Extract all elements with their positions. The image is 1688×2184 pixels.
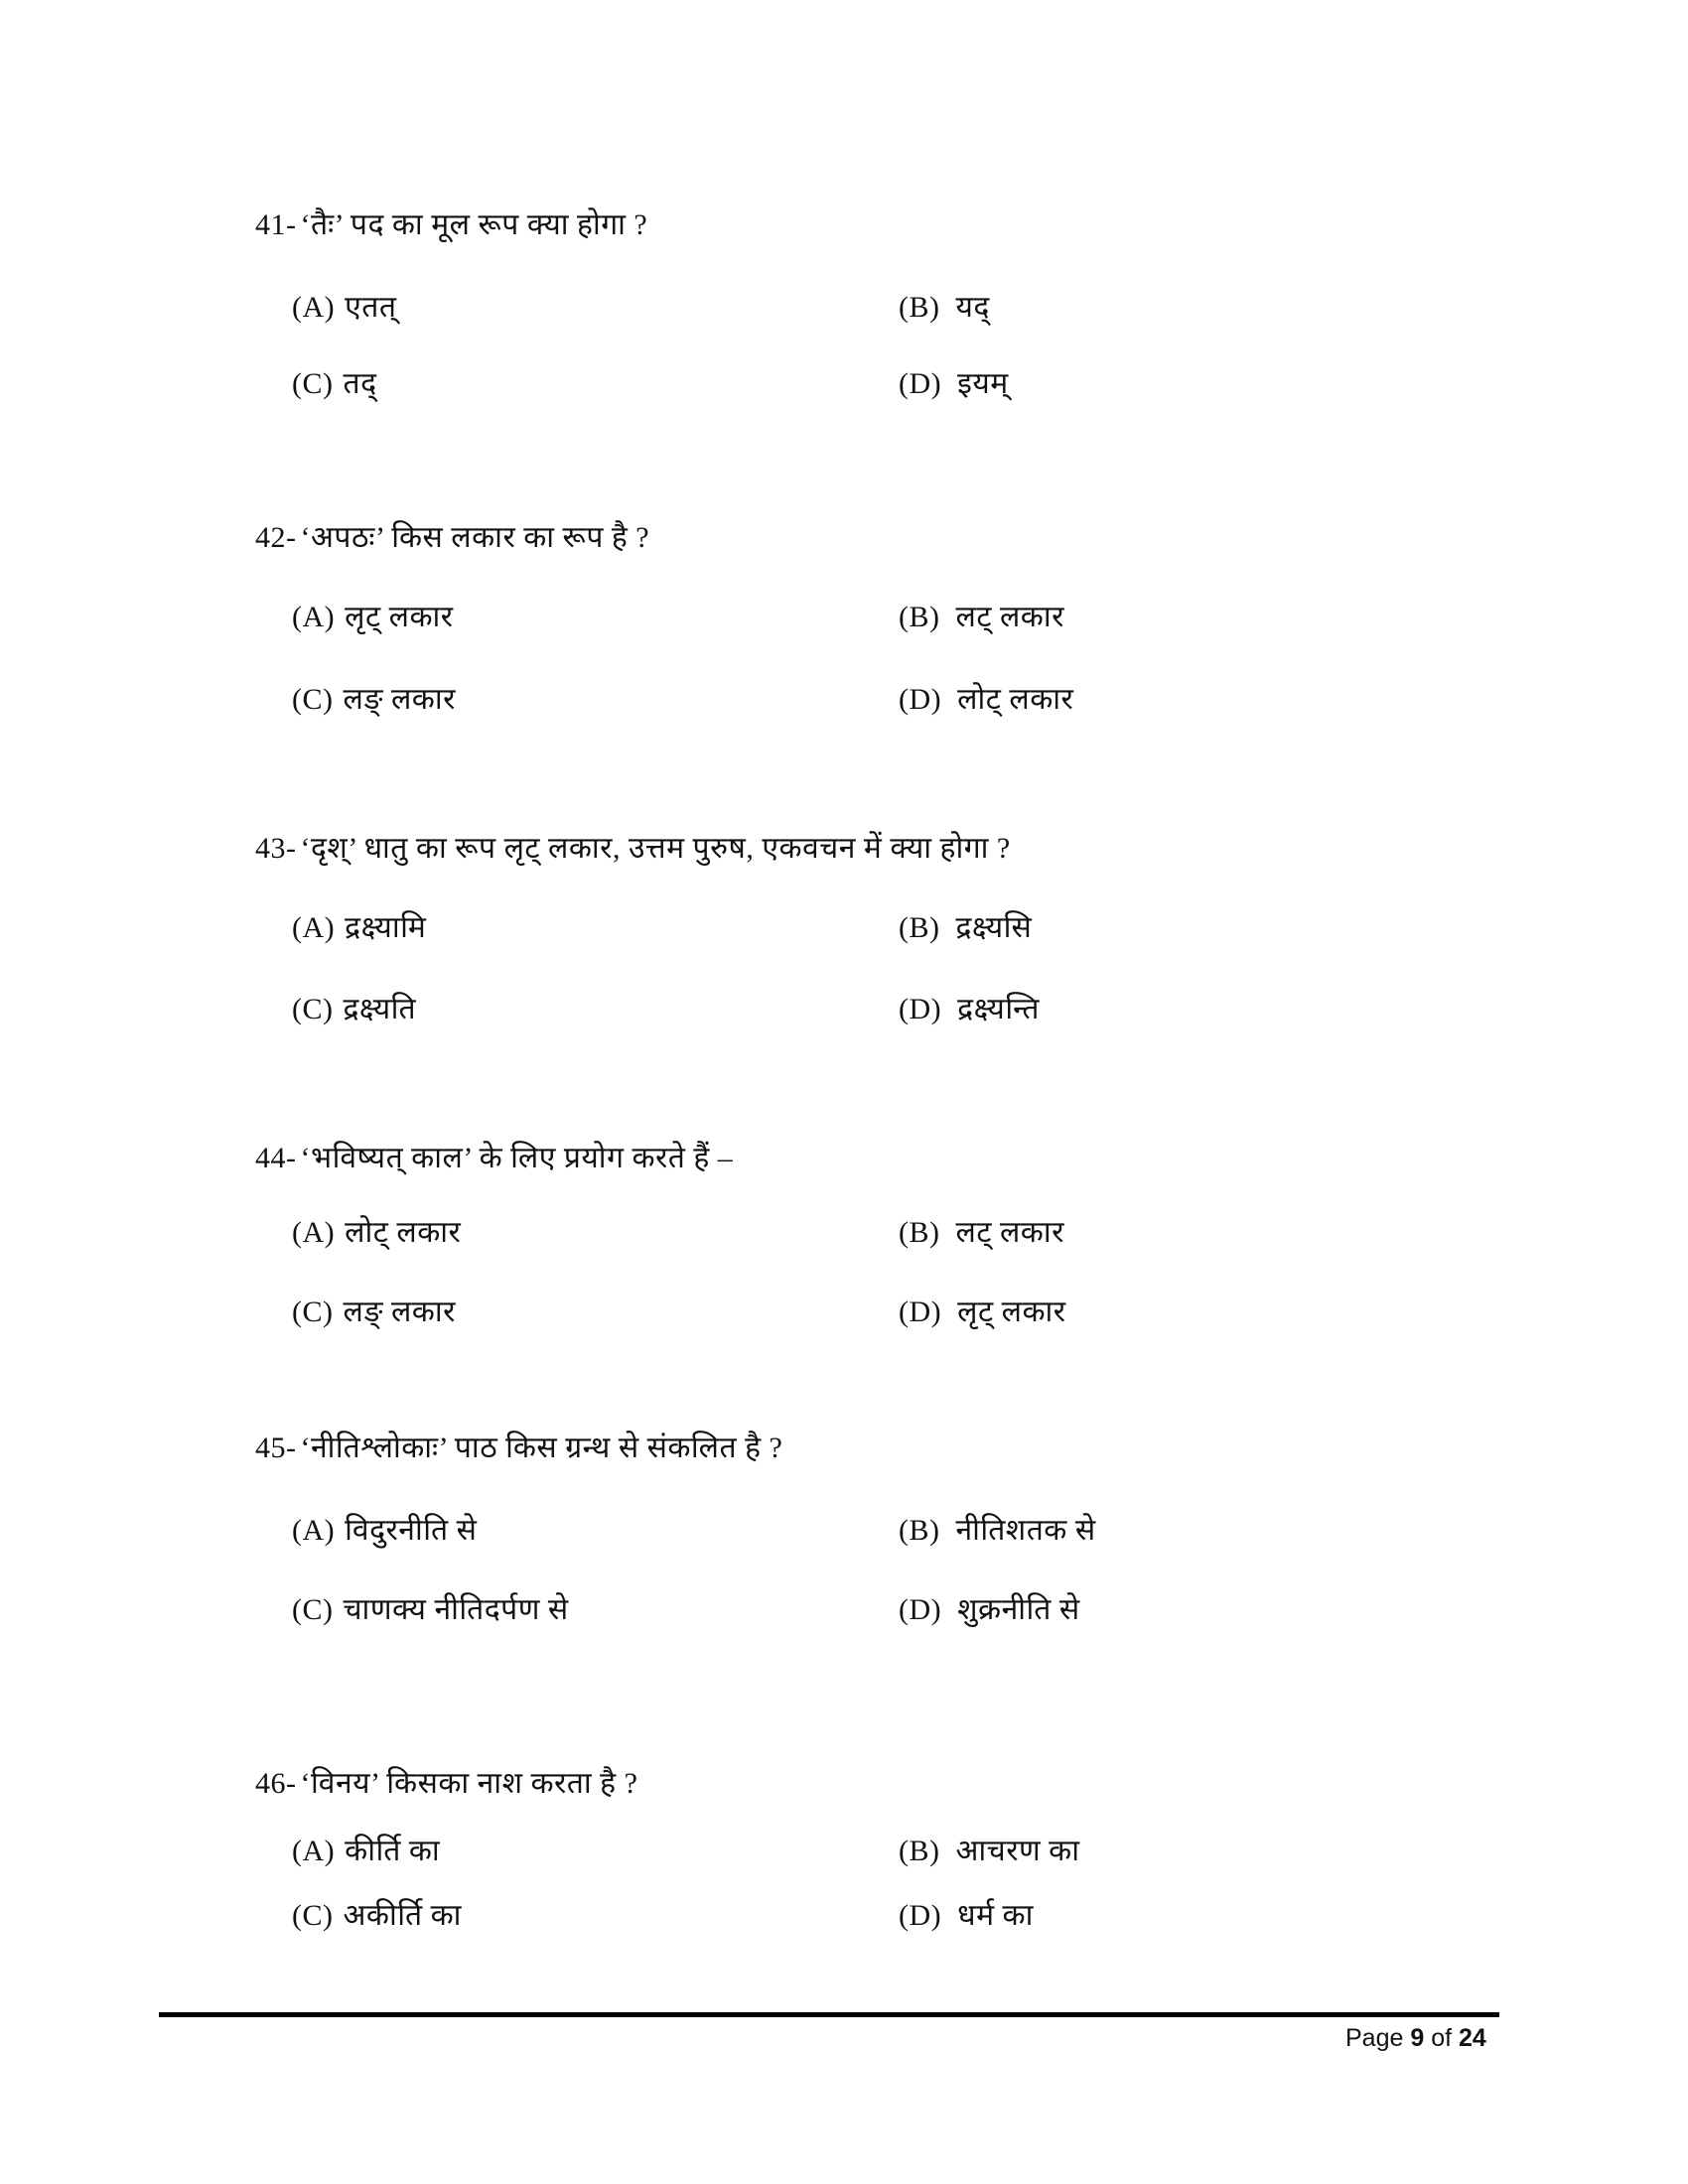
option-label: (A)	[292, 1514, 336, 1547]
current-page: 9	[1410, 2024, 1425, 2052]
question-number: 44-	[255, 1142, 297, 1174]
question-43-option-a	[292, 911, 426, 945]
question-44-option-c	[292, 1296, 456, 1329]
question-number: 42-	[255, 521, 297, 554]
option-text: द्रक्ष्यति	[343, 993, 417, 1025]
question-41-option-d	[899, 367, 1009, 401]
question-44-stem	[255, 1142, 733, 1175]
option-label: (C)	[292, 1593, 334, 1626]
option-label: (D)	[899, 683, 942, 716]
question-44-option-b	[899, 1216, 1064, 1250]
option-text: द्रक्ष्यामि	[345, 911, 427, 944]
total-pages: 24	[1459, 2024, 1486, 2052]
of-label: of	[1431, 2024, 1453, 2052]
page-prefix: Page	[1345, 2024, 1404, 2052]
question-text: ‘अपठः’ किस लकार का रूप है ?	[300, 521, 650, 554]
option-text: लोट् लकार	[345, 1216, 462, 1249]
question-41-stem	[255, 208, 647, 242]
question-42-option-a	[292, 601, 454, 634]
question-46-option-d	[899, 1899, 1034, 1933]
option-text: अकीर्ति का	[343, 1899, 462, 1932]
option-label: (A)	[292, 601, 336, 633]
option-label: (B)	[899, 1835, 940, 1867]
question-text: ‘तैः’ पद का मूल रूप क्या होगा ?	[300, 208, 648, 241]
option-label: (B)	[899, 291, 940, 324]
question-43-option-c	[292, 993, 416, 1026]
question-41-option-c	[292, 367, 377, 401]
option-text: लट् लकार	[955, 1216, 1064, 1249]
question-41-option-b	[899, 291, 990, 325]
question-number: 46-	[255, 1767, 297, 1800]
option-text: तद्	[343, 367, 377, 400]
option-label: (C)	[292, 993, 334, 1025]
option-text: कीर्ति का	[345, 1835, 441, 1867]
option-text: इयम्	[957, 367, 1009, 400]
option-text: द्रक्ष्यन्ति	[957, 993, 1040, 1025]
option-text: विदुरनीति से	[345, 1514, 478, 1547]
option-label: (A)	[292, 911, 336, 944]
question-number: 45-	[255, 1432, 297, 1464]
option-label: (D)	[899, 1899, 942, 1932]
option-label: (B)	[899, 1216, 940, 1249]
option-text: एतत्	[345, 291, 397, 324]
footer-divider	[159, 2012, 1499, 2017]
option-text: लङ् लकार	[343, 683, 456, 716]
question-44-option-d	[899, 1296, 1066, 1329]
option-text: लोट् लकार	[957, 683, 1074, 716]
question-44-option-a	[292, 1216, 461, 1250]
option-label: (A)	[292, 1216, 336, 1249]
option-label: (B)	[899, 1514, 940, 1547]
option-label: (D)	[899, 1593, 942, 1626]
option-label: (C)	[292, 367, 334, 400]
question-43-stem	[255, 832, 1011, 866]
question-45-option-d	[899, 1593, 1080, 1627]
option-label: (D)	[899, 993, 942, 1025]
page-number-footer	[1345, 2023, 1486, 2053]
question-42-stem	[255, 521, 649, 555]
question-45-option-b	[899, 1514, 1096, 1548]
question-text: ‘विनय’ किसका नाश करता है ?	[300, 1767, 638, 1800]
question-number: 43-	[255, 832, 297, 865]
question-number: 41-	[255, 208, 297, 241]
option-label: (C)	[292, 683, 334, 716]
question-46-option-c	[292, 1899, 462, 1933]
option-label: (B)	[899, 911, 940, 944]
option-text: चाणक्य नीतिदर्पण से	[343, 1593, 569, 1626]
question-45-stem	[255, 1432, 782, 1465]
option-label: (A)	[292, 291, 336, 324]
question-41-option-a	[292, 291, 396, 325]
question-text: ‘दृश्’ धातु का रूप लृट् लकार, उत्तम पुरुष, एकवचन में क्या होगा ?	[300, 832, 1011, 865]
option-label: (C)	[292, 1899, 334, 1932]
option-text: आचरण का	[955, 1835, 1080, 1867]
option-label: (C)	[292, 1296, 334, 1328]
question-42-option-d	[899, 683, 1073, 717]
option-text: धर्म का	[957, 1899, 1034, 1932]
option-label: (A)	[292, 1835, 336, 1867]
option-text: लङ् लकार	[343, 1296, 456, 1328]
option-text: शुक्रनीति से	[957, 1593, 1080, 1626]
option-text: द्रक्ष्यसि	[955, 911, 1033, 944]
option-text: लृट् लकार	[345, 601, 454, 633]
option-label: (D)	[899, 367, 942, 400]
question-42-option-c	[292, 683, 456, 717]
question-text: ‘भविष्यत् काल’ के लिए प्रयोग करते हैं –	[300, 1142, 734, 1174]
option-text: नीतिशतक से	[955, 1514, 1096, 1547]
question-43-option-b	[899, 911, 1032, 945]
question-45-option-a	[292, 1514, 477, 1548]
question-46-stem	[255, 1767, 637, 1801]
question-46-option-b	[899, 1835, 1079, 1868]
option-text: यद्	[955, 291, 990, 324]
option-label: (B)	[899, 601, 940, 633]
question-45-option-c	[292, 1593, 569, 1627]
option-text: लट् लकार	[955, 601, 1064, 633]
option-text: लृट् लकार	[957, 1296, 1066, 1328]
option-label: (D)	[899, 1296, 942, 1328]
question-46-option-a	[292, 1835, 440, 1868]
question-text: ‘नीतिश्लोकाः’ पाठ किस ग्रन्थ से संकलित है ?	[300, 1432, 783, 1464]
question-42-option-b	[899, 601, 1064, 634]
question-43-option-d	[899, 993, 1040, 1026]
